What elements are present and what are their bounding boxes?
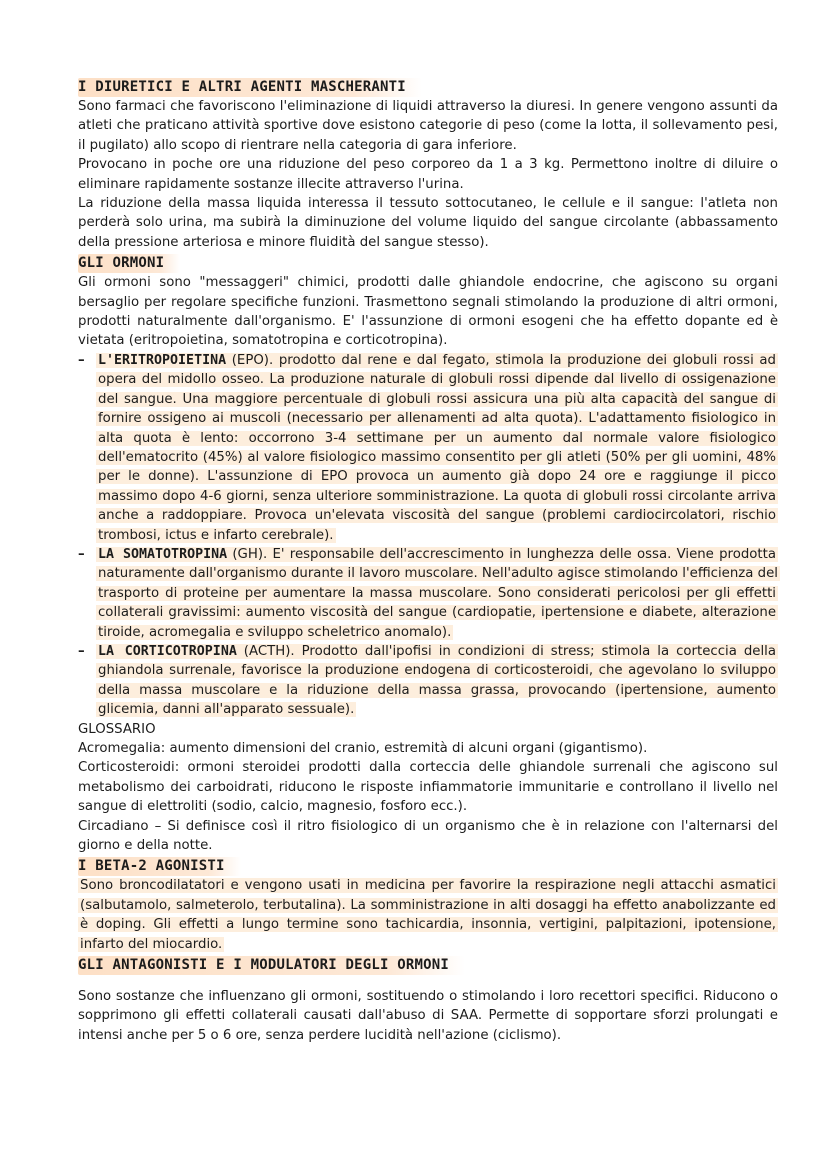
- spacer: [78, 975, 778, 987]
- dash-bullet: –: [78, 352, 85, 368]
- section-glossario: [78, 720, 778, 856]
- paragraph: Provocano in poche ore una riduzione del peso corporeo da 1 a 3 kg. Permettono inoltre di diluire o eliminare rapidamente sostanze illecite attraverso l'urina.: [78, 157, 778, 192]
- list-item: [78, 351, 778, 545]
- highlighted-text: Sono broncodilatatori e vengono usati in medicina per favorire la respirazione negli attacchi asmatici (salbutamolo, salmeterolo, terbutalina). La somministrazione in alti dosaggi ha effetto anabolizzante ed è doping. Gli effetti a lungo termine sono tachicardia, insonnia, vertigini, palpitazioni, ipotensione, infarto del miocardio.: [80, 878, 776, 952]
- list-item: [78, 545, 778, 642]
- dash-bullet: –: [78, 546, 85, 562]
- heading-antagonisti: GLI ANTAGONISTI E I MODULATORI DEGLI ORMONI: [78, 956, 465, 975]
- section-beta2: [78, 855, 778, 954]
- glossary-entry: Circadiano – Si definisce così il ritro fisiologico di un organismo che è in relazione con l'alternarsi del giorno e della notte.: [78, 818, 778, 854]
- paragraph: Sono farmaci che favoriscono l'eliminazione di liquidi attraverso la diuresi. In genere vengono assunti da atleti che praticano attività sportive dove esistono categorie di peso (come la lotta, il sollevamento pesi, il pugilato) allo scopo di rientrare nella categoria di gara inferiore.: [78, 99, 778, 153]
- section-ormoni: [78, 252, 778, 719]
- hormone-list: [78, 351, 778, 720]
- item-text: E' responsabile dell'accrescimento in lunghezza delle ossa. Viene prodotta naturamente dall'organismo durante il lavoro muscolare. Nell'adulto agisce stimolando l'efficienza del trasporto di proteine per aumentare la massa muscolare. Sono considerati pericolosi per gli effetti collaterali gravissimi: aumento viscosità del sangue (cardiopatie, ipertensione e diabete, alterazione tiroide, acromegalia e sviluppo scheletrico anomalo).: [98, 546, 778, 640]
- paragraph: Sono sostanze che influenzano gli ormoni, sostituendo o stimolando i loro recettori specifici. Riducono o sopprimono gli effetti collaterali causati dall'abuso di SAA. Permette di sopportare sforzi prolungati e intensi anche per 5 o 6 ore, senza perdere lucidità nell'azione (ciclismo).: [78, 989, 778, 1043]
- heading-ormoni: GLI ORMONI: [78, 254, 180, 273]
- heading-diuretici: I DIURETICI E ALTRI AGENTI MASCHERANTI: [78, 78, 422, 97]
- term-abbr: (ACTH).: [236, 643, 295, 659]
- highlighted-text: [96, 547, 780, 640]
- glossary-entry: Acromegalia: aumento dimensioni del cranio, estremità di alcuni organi (gigantismo).: [78, 741, 648, 756]
- glossary-title: GLOSSARIO: [78, 721, 156, 737]
- item-text: prodotto dal rene e dal fegato, stimola la produzione dei globuli rossi ad opera del midollo osseo. La produzione naturale di globuli rossi dipende dal livello di ossigenazione del sangue. Una maggiore percentuale di globuli rossi assicura una più alta capacità del sangue di fornire ossigeno ai muscoli (necessario per allenamenti ad alta quota). L'adattamento fisiologico in alta quota è lento: occorrono 3-4 settimane per un aumento dal normale valore fisiologico dell'ematocrito (45%) al valore fisiologico massimo consentito per gli atleti (50% per gli uomini, 48% per le donne). L'assunzione di EPO provoca un aumento già dopo 24 ore e raggiunge il picco massimo dopo 4-6 giorni, senza ulteriore somministrazione. La quota di globuli rossi circolante arriva anche a raddoppiare. Provoca un'elevata viscosità del sangue (problemi cardiocircolatori, rischio trombosi, ictus e infarto cerebrale).: [98, 352, 776, 543]
- term-gh: LA SOMATOTROPINA: [98, 546, 228, 562]
- glossary-entry: Corticosteroidi: ormoni steroidei prodotti dalla corteccia delle ghiandole surrenali che agiscono sul metabolismo dei carboidrati, riducono le risposte infiammatorie immunitarie e controllano il livello nel sangue di elettroliti (sodio, calcio, magnesio, fosforo ecc.).: [78, 760, 778, 815]
- heading-beta2: I BETA-2 AGONISTI: [78, 857, 241, 876]
- highlighted-text: [96, 644, 778, 717]
- dash-bullet: –: [78, 643, 85, 659]
- term-epo: L'ERITROPOIETINA: [98, 352, 227, 368]
- paragraph: La riduzione della massa liquida interessa il tessuto sottocutaneo, le cellule e il sangue: l'atleta non perderà solo urina, ma subirà la diminuzione del volume liquido del sangue circolante (abbassamento della pressione arteriosa e minore fluidità del sangue stesso).: [78, 196, 778, 250]
- item-text: Prodotto dall'ipofisi in condizioni di stress; stimola la corteccia della ghiandola surrenale, favorisce la produzione endogena di corticosteroidi, che agevolano lo sviluppo della massa muscolare e la riduzione della massa grassa, provocando (ipertensione, aumento glicemia, danni all'apparato sessuale).: [98, 643, 776, 718]
- section-diuretici: [78, 76, 778, 252]
- paragraph: [78, 876, 778, 954]
- highlighted-text: [96, 353, 778, 543]
- section-antagonisti: [78, 954, 778, 1045]
- list-item: [78, 642, 778, 720]
- term-abbr: (EPO).: [226, 352, 274, 368]
- term-abbr: (GH).: [227, 546, 268, 562]
- paragraph: Gli ormoni sono "messaggeri" chimici, prodotti dalle ghiandole endocrine, che agiscono su organi bersaglio per regolare specifiche funzioni. Trasmettono segnali stimolando la produzione di altri ormoni, prodotti naturalmente dall'organismo. E' l'assunzione di ormoni esogeni che ha effetto dopante ed è vietata (eritropoietina, somatotropina e corticotropina).: [78, 275, 778, 349]
- term-acth: LA CORTICOTROPINA: [98, 643, 237, 659]
